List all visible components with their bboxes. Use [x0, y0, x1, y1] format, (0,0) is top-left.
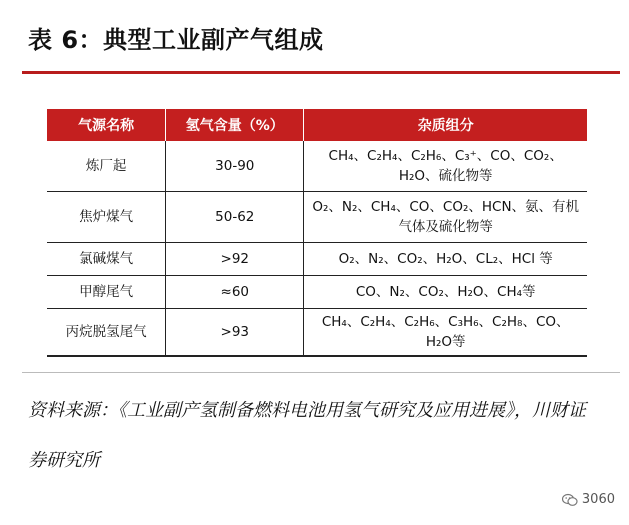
- header-h2-content: 氢气含量（%）: [166, 109, 304, 141]
- table-row: [47, 309, 587, 357]
- cell-h2: >92: [166, 243, 304, 276]
- cell-source: 氯碱煤气: [47, 243, 166, 276]
- cell-source: 甲醇尾气: [47, 276, 166, 309]
- cell-h2: ≈60: [166, 276, 304, 309]
- header-source: 气源名称: [47, 109, 166, 141]
- source-note: 资料来源：《工业副产氢制备燃料电池用氢气研究及应用进展》，川财证券研究所: [28, 400, 586, 471]
- watermark: [562, 492, 615, 507]
- page-title: 表 6：典型工业副产气组成: [28, 26, 324, 54]
- cell-impurities: CH₄、C₂H₄、C₂H₆、C₃H₆、C₂H₈、CO、H₂O等: [304, 309, 587, 357]
- cell-source: 炼厂起: [47, 141, 166, 192]
- header-impurities: 杂质组分: [304, 109, 587, 141]
- table-header-row: [47, 109, 587, 141]
- cell-h2: 30-90: [166, 141, 304, 192]
- watermark-text: 3060: [581, 492, 615, 507]
- table-row: [47, 141, 587, 192]
- cell-h2: 50-62: [166, 192, 304, 243]
- table-row: [47, 243, 587, 276]
- cell-impurities: CH₄、C₂H₄、C₂H₆、C₃⁺、CO、CO₂、H₂O、硫化物等: [304, 141, 587, 192]
- source-divider: [22, 372, 620, 373]
- cell-h2: >93: [166, 309, 304, 357]
- table-row: [47, 192, 587, 243]
- cell-source: 焦炉煤气: [47, 192, 166, 243]
- cell-source: 丙烷脱氢尾气: [47, 309, 166, 357]
- table-row: [47, 276, 587, 309]
- wechat-icon: [562, 493, 578, 507]
- cell-impurities: CO、N₂、CO₂、H₂O、CH₄等: [304, 276, 587, 309]
- cell-impurities: O₂、N₂、CO₂、H₂O、CL₂、HCl 等: [304, 243, 587, 276]
- cell-impurities: O₂、N₂、CH₄、CO、CO₂、HCN、氨、有机气体及硫化物等: [304, 192, 587, 243]
- gas-composition-table: [47, 109, 587, 357]
- title-divider: [22, 71, 620, 74]
